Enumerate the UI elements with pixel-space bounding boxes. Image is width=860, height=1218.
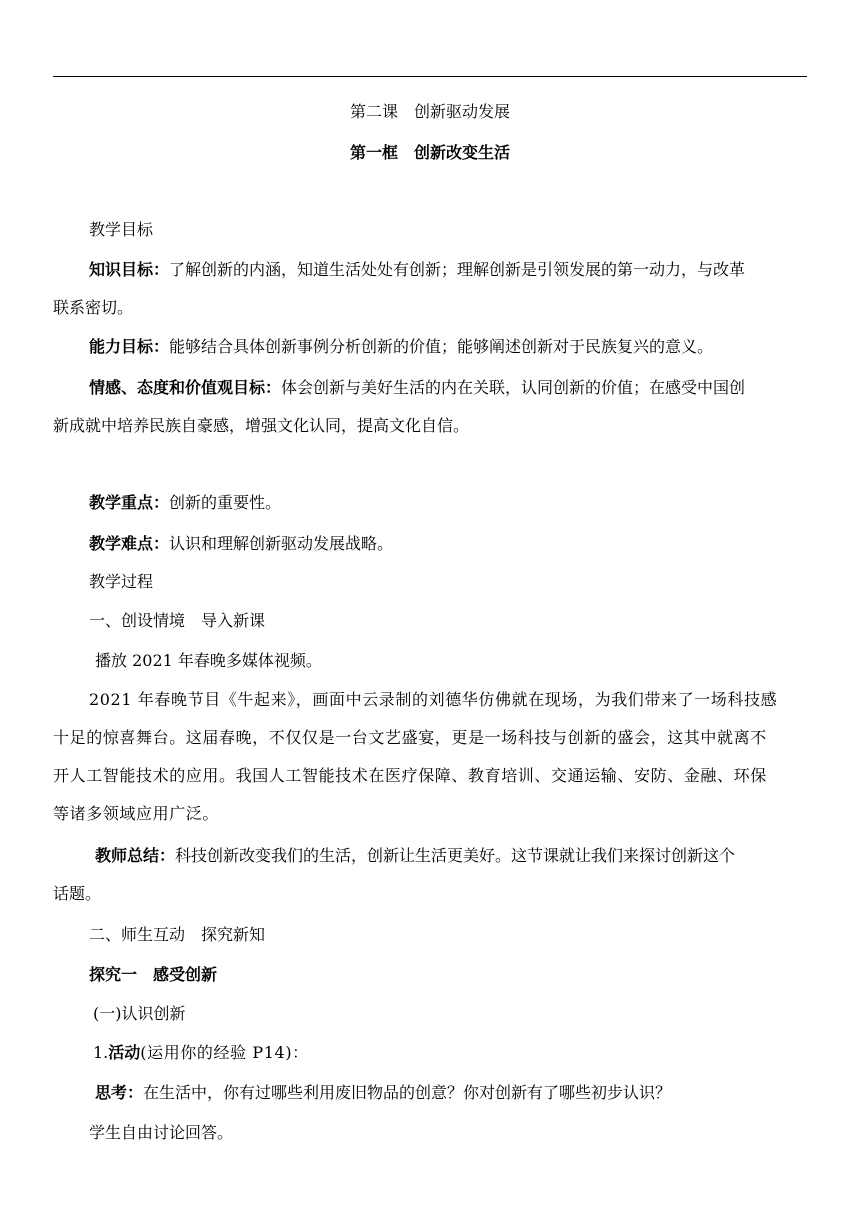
teacher-summary-cont: 话题。 [53,884,102,903]
key-point [53,492,843,514]
ability-objective [53,336,843,358]
part1-paragraph-line1: 2021 年春晚节目《牛起来》，画面中云录制的刘德华仿佛就在现场，为我们带来了一场科技感 [89,690,778,709]
part1-paragraph-line2: 十足的惊喜舞台。这届春晚，不仅仅是一台文艺盛宴，更是一场科技与创新的盛会，这其中就离不 [53,728,767,747]
activity-label: 活动 [108,1043,141,1062]
part1-paragraph-line4: 等诸多领域应用广泛。 [53,804,220,823]
summary-label: 教师总结： [95,846,176,865]
section-title: 第一框 创新改变生活 [349,143,510,162]
objectives-heading: 教学目标 [89,220,154,239]
knowledge-objective-cont: 联系密切。 [53,298,134,317]
difficulty-text: 认识和理解创新驱动发展战略。 [169,534,394,553]
key-text: 创新的重要性。 [169,493,282,512]
difficulty-label: 教学难点： [89,534,170,553]
think-label: 思考： [95,1083,144,1102]
process-heading: 教学过程 [89,572,154,591]
emotion-label: 情感、态度和价值观目标： [89,378,282,397]
summary-text: 科技创新改变我们的生活，创新让生活更美好。这节课就让我们来探讨创新这个 [175,846,736,865]
teacher-summary [53,845,849,867]
difficulty-point [53,533,843,555]
emotion-text: 体会创新与美好生活的内在关联，认同创新的价值；在感受中国创 [281,378,746,397]
activity-line [53,1042,847,1064]
think-question [53,1082,849,1104]
part1-play: 播放 2021 年春晚多媒体视频。 [95,651,322,670]
activity-paren: (运用你的经验 P14)： [140,1043,309,1062]
activity-prefix: 1. [93,1043,109,1062]
ability-text: 能够结合具体创新事例分析创新的价值；能够阐述创新对于民族复兴的意义。 [169,337,714,356]
emotion-objective [53,377,843,399]
ability-label: 能力目标： [89,337,170,356]
knowledge-text: 了解创新的内涵，知道生活处处有创新；理解创新是引领发展的第一动力，与改革 [169,260,746,279]
knowledge-label: 知识目标： [89,260,170,279]
emotion-objective-cont: 新成就中培养民族自豪感，增强文化认同，提高文化自信。 [53,416,470,435]
knowledge-objective [53,259,843,281]
think-text: 在生活中，你有过哪些利用废旧物品的创意？你对创新有了哪些初步认识？ [143,1083,672,1102]
lesson-title: 第二课 创新驱动发展 [349,102,510,121]
part1-heading: 一、创设情境 导入新课 [89,611,266,630]
sub1-heading: (一)认识创新 [93,1004,186,1023]
part1-paragraph-line3: 开人工智能技术的应用。我国人工智能技术在医疗保障、教育培训、交通运输、安防、金融、环保 [53,766,767,785]
explore1-heading: 探究一 感受创新 [89,965,218,984]
key-label: 教学重点： [89,493,170,512]
header-rule [53,76,807,77]
part2-heading: 二、师生互动 探究新知 [89,925,266,944]
students-discuss: 学生自由讨论回答。 [89,1123,234,1142]
